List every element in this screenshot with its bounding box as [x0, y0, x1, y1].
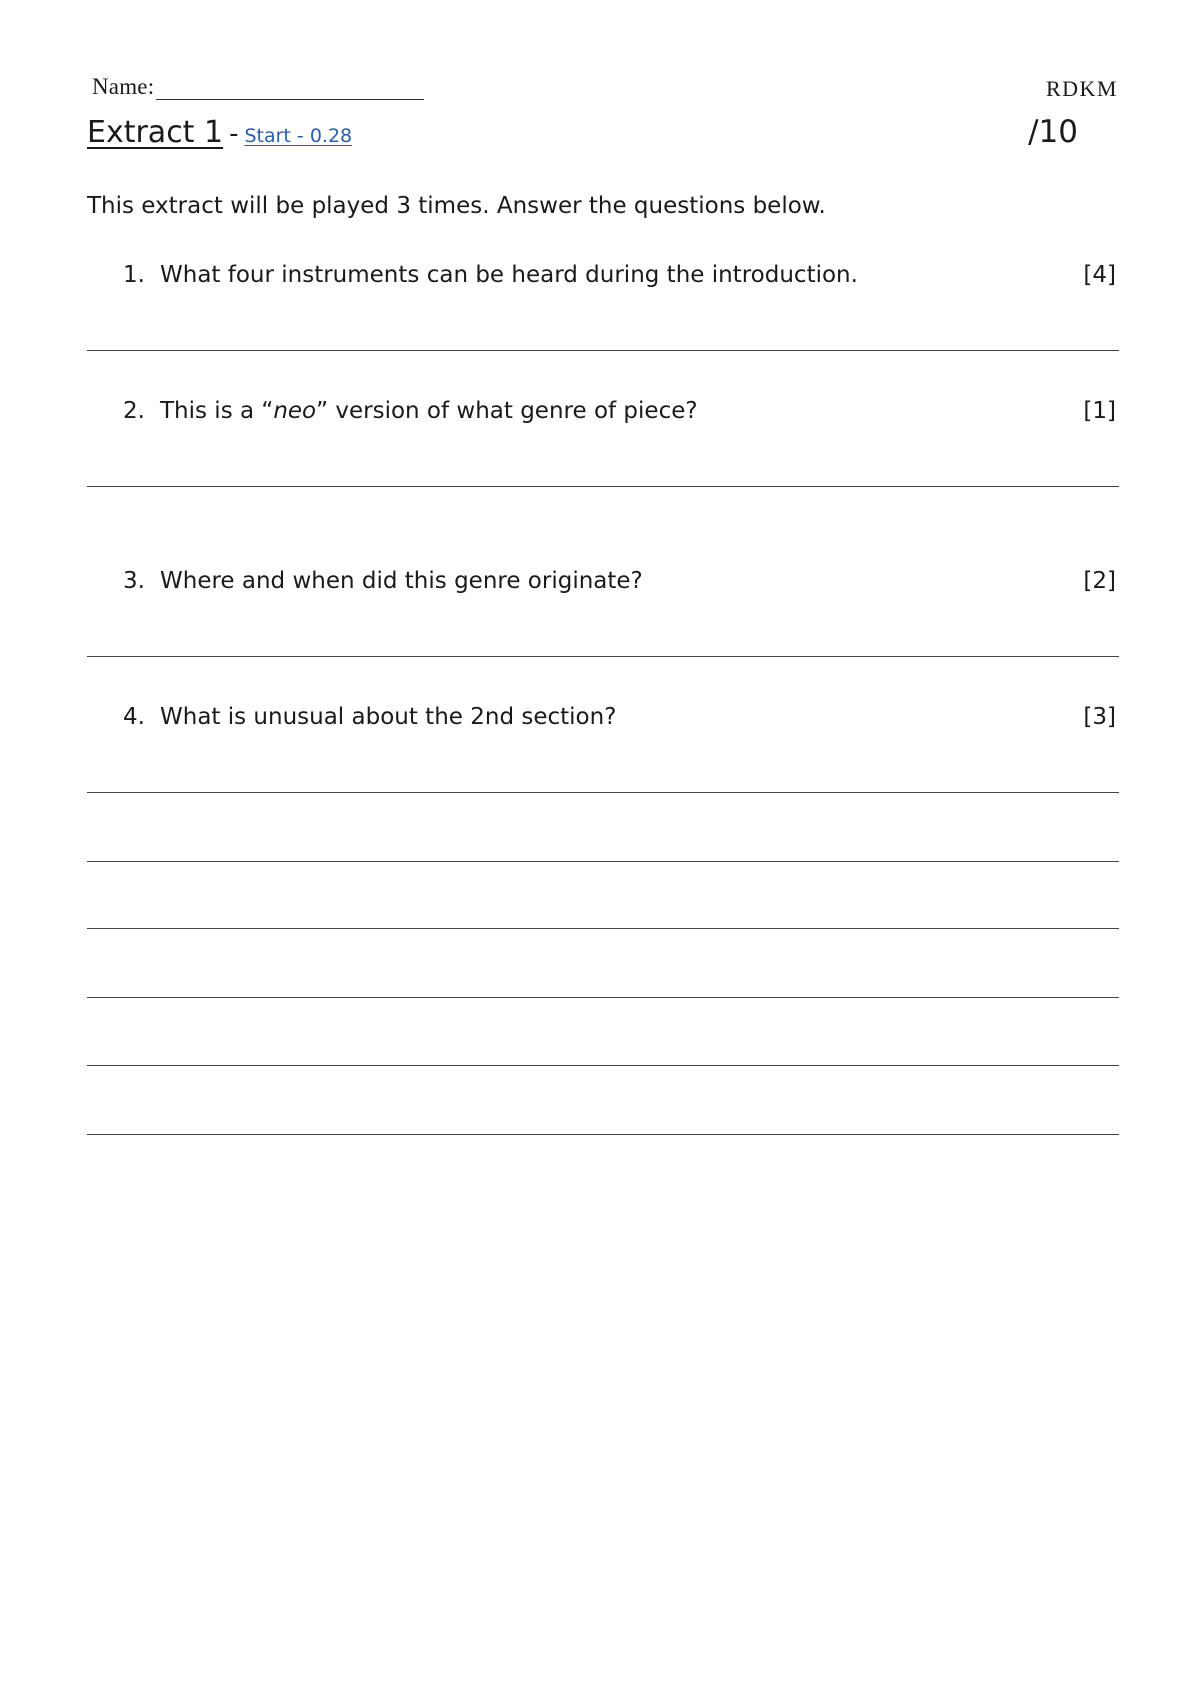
- question-text: What is unusual about the 2nd section?: [160, 704, 617, 730]
- answer-line[interactable]: [87, 1065, 1119, 1066]
- title-separator: -: [229, 119, 239, 149]
- answer-line[interactable]: [87, 1134, 1119, 1135]
- name-label: Name:: [92, 74, 155, 99]
- question-marks: [1]: [1083, 398, 1116, 424]
- question-marks: [2]: [1083, 568, 1116, 594]
- question-text: Where and when did this genre originate?: [160, 568, 643, 594]
- question-marks: [3]: [1083, 704, 1116, 730]
- extract-title: Extract 1: [87, 115, 224, 150]
- question-3: [123, 568, 1116, 594]
- answer-line[interactable]: [87, 486, 1119, 487]
- total-score: /10: [1028, 114, 1078, 150]
- question-2: [123, 398, 1116, 424]
- question-number: 2.: [123, 398, 145, 424]
- name-field-row: [92, 74, 424, 100]
- answer-line[interactable]: [87, 350, 1119, 351]
- start-time-link[interactable]: Start - 0.28: [244, 125, 353, 147]
- question-text-after: ” version of what genre of piece?: [316, 398, 698, 424]
- instructions-text: This extract will be played 3 times. Answer the questions below.: [87, 193, 826, 219]
- name-blank-line: [156, 77, 424, 100]
- answer-line[interactable]: [87, 656, 1119, 657]
- question-number: 3.: [123, 568, 145, 594]
- answer-line[interactable]: [87, 928, 1119, 929]
- question-number: 1.: [123, 262, 145, 288]
- question-number: 4.: [123, 704, 145, 730]
- answer-line[interactable]: [87, 997, 1119, 998]
- worksheet-code: RDKM: [1045, 76, 1118, 101]
- question-text: What four instruments can be heard during the introduction.: [160, 262, 858, 288]
- question-text: [160, 398, 1083, 424]
- answer-line[interactable]: [87, 861, 1119, 862]
- question-1: [123, 262, 1116, 288]
- question-4: [123, 704, 1116, 730]
- question-text-before: This is a “: [160, 398, 274, 424]
- answer-line[interactable]: [87, 792, 1119, 793]
- title-row: [87, 115, 352, 150]
- question-text-italic: neo: [273, 398, 317, 424]
- question-marks: [4]: [1083, 262, 1116, 288]
